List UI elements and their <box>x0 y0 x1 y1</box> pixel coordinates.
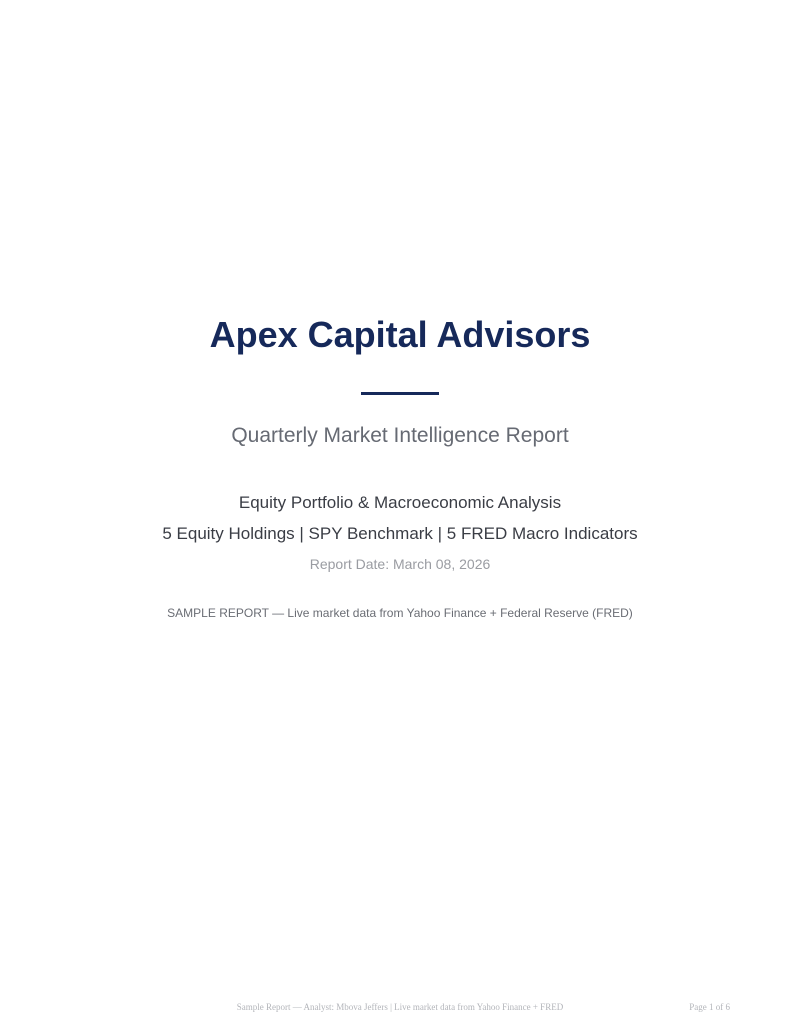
report-subtitle: Equity Portfolio & Macroeconomic Analysis <box>238 493 562 512</box>
sample-report-note: SAMPLE REPORT — Live market data from Yahoo Finance + Federal Reserve (FRED) <box>167 606 633 620</box>
page-footer: Sample Report — Analyst: Mbova Jeffers | Live market data from Yahoo Finance + FRED <box>236 1002 564 1012</box>
page-number: Page 1 of 6 <box>689 1002 730 1012</box>
title-divider <box>361 392 439 395</box>
report-scope: 5 Equity Holdings | SPY Benchmark | 5 FRED Macro Indicators <box>162 524 638 543</box>
report-title: Quarterly Market Intelligence Report <box>231 424 569 447</box>
report-date: Report Date: March 08, 2026 <box>309 556 491 572</box>
firm-name-heading: Apex Capital Advisors <box>209 314 591 355</box>
